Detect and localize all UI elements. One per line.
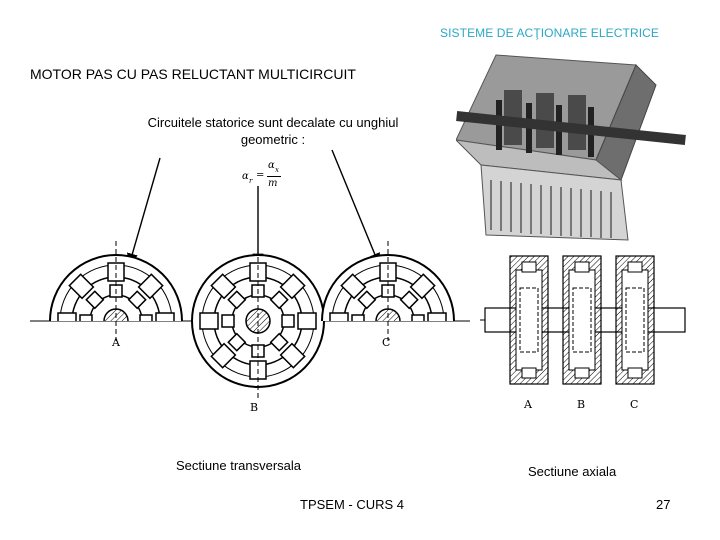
axial-module-a: [510, 256, 548, 384]
course-header: SISTEME DE ACŢIONARE ELECTRICE: [440, 26, 660, 40]
axial-section-caption: Sectiune axiala: [528, 464, 617, 479]
stator-note-line-2: geometric :: [240, 132, 306, 147]
axial-label-c: C: [630, 398, 639, 411]
axial-section-diagram: [480, 248, 690, 423]
label-b: B: [250, 401, 259, 414]
formula-lhs: α: [242, 171, 249, 182]
page-number: 27: [656, 497, 671, 512]
stator-c: [322, 241, 454, 387]
cross-section-diagram: [30, 235, 490, 455]
label-a: A: [112, 336, 120, 349]
axial-label-b: B: [577, 398, 586, 411]
footer-course: TPSEM - CURS 4: [300, 497, 405, 512]
label-c: C: [382, 336, 391, 349]
angle-formula: α r = α x m: [236, 160, 286, 194]
formula-lhs-sub: r: [249, 177, 253, 185]
axial-label-a: A: [524, 398, 532, 411]
axial-module-c: [616, 256, 654, 384]
stator-b: [192, 241, 324, 401]
formula-denominator: m: [268, 178, 278, 189]
stator-a: [50, 241, 182, 387]
formula-num-sub: x: [275, 166, 279, 174]
motor-photo: [456, 45, 686, 245]
axial-module-b: [563, 256, 601, 384]
formula-numerator: α: [268, 160, 275, 171]
cross-section-caption: Sectiune transversala: [176, 458, 302, 473]
slide-title: MOTOR PAS CU PAS RELUCTANT MULTICIRCUIT: [30, 66, 356, 82]
stator-note-line-1: Circuitele statorice sunt decalate cu unghiul: [147, 115, 399, 130]
